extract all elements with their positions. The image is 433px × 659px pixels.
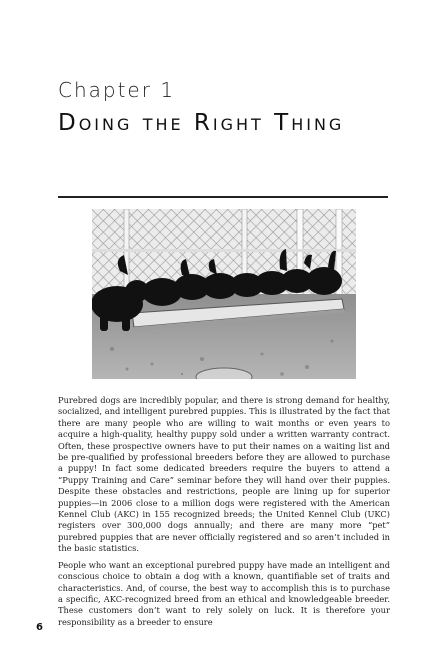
paragraph: Purebred dogs are incredibly popular, and there is strong demand for healthy, socialized, and intelligent purebred puppies. This is illustrated by the fact that there are many people who are willing to wait months or even years to acquire a high-quality, healthy puppy sold under a written warranty contract. Often, these prospective owners have to put their names on a waiting list and be pre-qualified by professional breeders before they are allowed to purchase a puppy! In fact some dedicated breeders require the buyers to attend a “Puppy Training and Care” seminar before they will hand over their puppies. Despite these obstacles and restrictions, people are lining up for superior puppies—in 2006 close to a million dogs were registered with the American Kennel Club (AKC) in 155 recognized breeds; the United Kennel Club (UKC) registers over 300,000 dogs annually; and there are many more “pet” purebred puppies that are never officially registered and so aren’t included in the basic statistics.: [58, 395, 390, 554]
page-number: 6: [36, 622, 43, 633]
paragraph: People who want an exceptional purebred puppy have made an intelligent and conscious choice to obtain a dog with a known, quantifiable set of traits and characteristics. And, of course, the best way to accomplish this is to purchase a specific, AKC-recognized breed from an ethical and knowledgeable breeder. These customers don’t want to rely solely on luck. It is therefore your responsibility as a breeder to ensure: [58, 559, 390, 627]
chapter-title: Doing the Right Thing: [58, 110, 345, 136]
puppies-photo: [92, 209, 356, 379]
body-text: [58, 395, 390, 633]
chapter-label: Chapter 1: [58, 78, 176, 102]
title-rule: [58, 196, 388, 198]
